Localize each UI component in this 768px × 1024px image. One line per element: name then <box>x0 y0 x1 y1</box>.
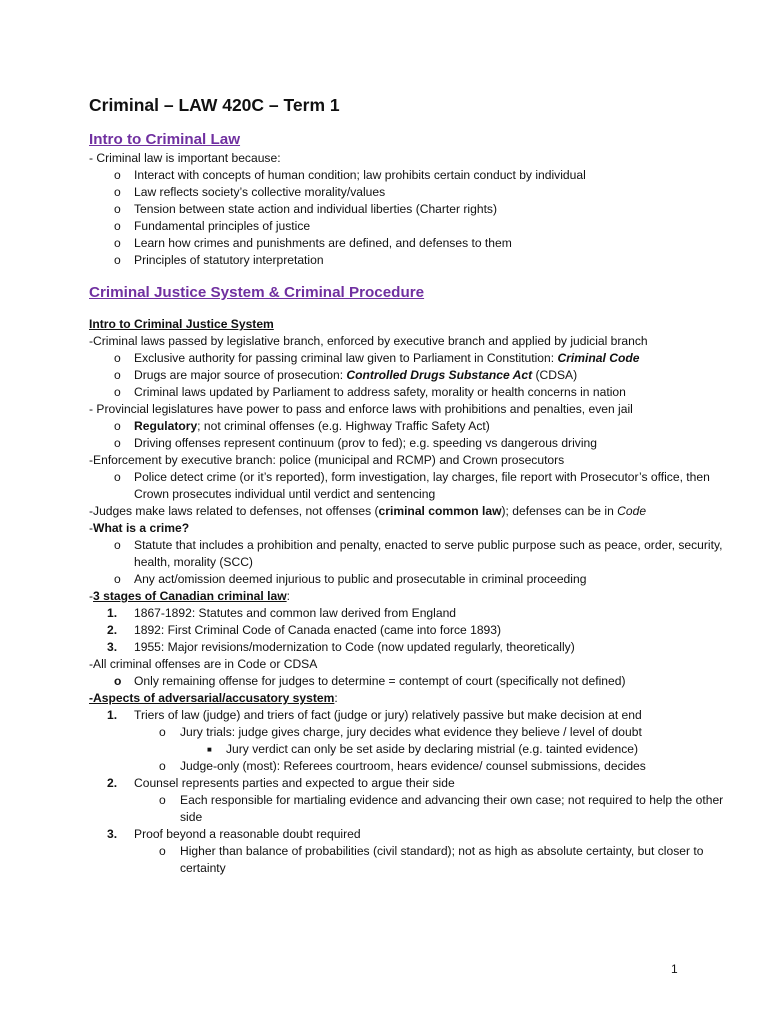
numbered-item: 1. 1867-1892: Statutes and common law derived from England <box>107 606 457 620</box>
list-item: o Judge-only (most): Referees courtroom, hears evidence/ counsel submissions, decides <box>159 759 646 773</box>
bullet-marker: o <box>114 538 121 552</box>
list-item: o Criminal laws updated by Parliament to address safety, morality or health concerns in nation <box>114 385 626 399</box>
bullet-marker: o <box>114 470 121 484</box>
paragraph-three-stages: -3 stages of Canadian criminal law: <box>89 589 290 603</box>
list-item: o Regulatory; not criminal offenses (e.g. Highway Traffic Safety Act) <box>114 419 490 433</box>
list-item: o Statute that includes a prohibition and penalty, enacted to serve public purpose such as peace, order, security, health, morality (SCC) <box>114 538 723 569</box>
bullet-marker: o <box>114 236 121 250</box>
list-item: ■ Jury verdict can only be set aside by declaring mistrial (e.g. tainted evidence) <box>207 742 639 756</box>
list-item: o Jury trials: judge gives charge, jury decides what evidence they believe / level of doubt <box>159 725 642 739</box>
bullet-marker: o <box>114 219 121 233</box>
paragraph-what-is-crime: -What is a crime? <box>89 521 190 535</box>
bullet-marker: o <box>114 168 121 182</box>
list-item: o Only remaining offense for judges to determine = contempt of court (specifically not defined) <box>114 674 626 688</box>
numbered-item: 1. Triers of law (judge) and triers of fact (judge or jury) relatively passive but make decision at end <box>107 708 642 722</box>
bullet-marker: o <box>114 185 121 199</box>
bullet-marker: o <box>114 385 121 399</box>
list-item: o Interact with concepts of human condition; law prohibits certain conduct by individual <box>114 168 586 182</box>
stages-list <box>89 605 729 656</box>
list-item: o Principles of statutory interpretation <box>114 253 324 267</box>
paragraph-enforcement: -Enforcement by executive branch: police (municipal and RCMP) and Crown prosecutors <box>89 453 565 467</box>
bullet-marker: o <box>114 202 121 216</box>
paragraph-adversarial: -Aspects of adversarial/accusatory system: <box>89 691 338 705</box>
bullet-marker: o <box>159 793 166 807</box>
list-item: o Exclusive authority for passing criminal law given to Parliament in Constitution: Criminal Code <box>114 351 640 365</box>
paragraph-all-offenses: -All criminal offenses are in Code or CDSA <box>89 657 318 671</box>
document-title: Criminal – LAW 420C – Term 1 <box>89 95 340 115</box>
list-item: o Fundamental principles of justice <box>114 219 311 233</box>
square-bullet-icon: ■ <box>207 745 212 754</box>
bullet-marker: o <box>114 351 121 365</box>
intro-paragraph: - Criminal law is important because: <box>89 151 281 165</box>
numbered-item: 2. 1892: First Criminal Code of Canada enacted (came into force 1893) <box>107 623 502 637</box>
heading-intro-to-criminal-law: Intro to Criminal Law <box>89 131 241 148</box>
bullet-marker: o <box>159 725 166 739</box>
intro-bullet-list <box>89 167 729 269</box>
list-item: o Police detect crime (or it’s reported), form investigation, lay charges, file report with Prosecutor’s office, then Crown prosecutes individual until verdict and sentencing <box>114 470 710 501</box>
list-item: o Learn how crimes and punishments are defined, and defenses to them <box>114 236 512 250</box>
numbered-item: 3. 1955: Major revisions/modernization to Code (now updated regularly, theoretically) <box>107 640 575 654</box>
list-item: o Each responsible for martialing evidence and advancing their own case; not required to help the other side <box>159 793 724 824</box>
bullet-marker: o <box>114 436 121 450</box>
list-item: o Law reflects society’s collective morality/values <box>114 185 386 199</box>
bullet-marker: o <box>114 368 121 382</box>
numbered-item: 2. Counsel represents parties and expected to argue their side <box>107 776 455 790</box>
list-item: o Driving offenses represent continuum (prov to fed); e.g. speeding vs dangerous driving <box>114 436 597 450</box>
page-number: 1 <box>671 962 678 976</box>
paragraph-provincial: - Provincial legislatures have power to pass and enforce laws with prohibitions and penalties, even jail <box>89 402 633 416</box>
bullet-marker: o <box>159 759 166 773</box>
bullet-marker: o <box>114 674 122 688</box>
bullet-marker: o <box>159 844 166 858</box>
document-body <box>89 94 729 877</box>
numbered-item: 3. Proof beyond a reasonable doubt required <box>107 827 361 841</box>
list-item: o Higher than balance of probabilities (civil standard); not as high as absolute certainty, but closer to certainty <box>159 844 704 875</box>
bullet-marker: o <box>114 253 121 267</box>
bullet-marker: o <box>114 419 121 433</box>
paragraph-legislative: -Criminal laws passed by legislative branch, enforced by executive branch and applied by judicial branch <box>89 334 648 348</box>
heading-criminal-justice-system: Criminal Justice System & Criminal Procedure <box>89 284 425 301</box>
bullet-marker: o <box>114 572 121 586</box>
paragraph-judges: -Judges make laws related to defenses, not offenses (criminal common law); defenses can be in Code <box>89 504 647 518</box>
list-item: o Any act/omission deemed injurious to public and prosecutable in criminal proceeding <box>114 572 587 586</box>
subheading-intro-cjs: Intro to Criminal Justice System <box>89 317 274 331</box>
list-item: o Tension between state action and individual liberties (Charter rights) <box>114 202 498 216</box>
list-item: o Drugs are major source of prosecution: Controlled Drugs Substance Act (CDSA) <box>114 368 578 382</box>
